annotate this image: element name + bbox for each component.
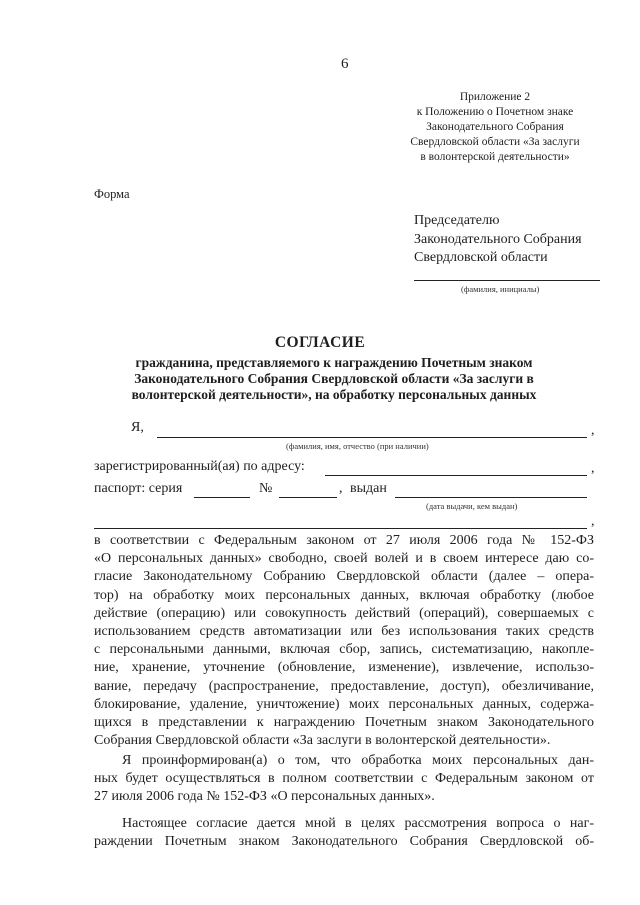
passport-number-label: №	[259, 481, 273, 496]
paragraph-line: Я проинформирован(а) о том, что обработка моих персональных дан-	[122, 753, 594, 768]
appendix-line: Приложение 2	[459, 91, 531, 103]
passport-series-field[interactable]	[194, 497, 250, 498]
document-subtitle	[118, 355, 550, 403]
appendix-line: Законодательного Собрания	[426, 121, 564, 133]
comma-mark: ,	[339, 481, 343, 496]
addressee-line: Свердловской области	[414, 250, 548, 265]
comma-mark: ,	[591, 423, 595, 438]
paragraph-line: вание, передачу (распространение, предоставление, доступ), обезличивание,	[94, 678, 594, 694]
issue-details-field[interactable]	[395, 497, 587, 498]
passport-series-label: паспорт: серия	[94, 481, 183, 496]
paragraph-line: 27 июля 2006 года № 152-ФЗ «О персональных данных».	[94, 789, 435, 805]
issue-details-caption: (дата выдачи, кем выдан)	[426, 501, 518, 511]
addressee-name-line[interactable]	[414, 280, 600, 281]
subtitle-line: Законодательного Собрания Свердловской области «За заслуги в	[134, 371, 534, 386]
addressee-line: Законодательного Собрания	[414, 231, 582, 247]
full-name-caption: (фамилия, имя, отчество (при наличии)	[286, 441, 429, 451]
subtitle-line: волонтерской деятельности», на обработку персональных данных	[131, 387, 537, 402]
paragraph-line: раждении Почетным знаком Законодательного Собрания Свердловской об-	[94, 834, 594, 850]
paragraph-line: Собрания Свердловской области «За заслуги в волонтерской деятельности».	[94, 733, 551, 749]
document-title: СОГЛАСИЕ	[274, 334, 366, 351]
issued-by-label: выдан	[350, 481, 387, 496]
addressee-caption: (фамилия, инициалы)	[461, 284, 540, 294]
comma-mark: ,	[591, 461, 595, 476]
addressee-line: Председателю	[414, 213, 500, 228]
address-field[interactable]	[325, 475, 587, 476]
paragraph-line: ние, хранение, уточнение (обновление, изменение), извлечение, использо-	[94, 660, 594, 676]
issue-details-continuation-field[interactable]	[94, 528, 587, 529]
information-paragraph	[94, 752, 594, 807]
paragraph-line: «О персональных данных» свободно, своей волей и в своем интересе даю со-	[94, 551, 594, 567]
paragraph-line: Настоящее согласие дается мной в целях рассмотрения вопроса о наг-	[122, 816, 594, 831]
subtitle-line: гражданина, представляемого к награждению Почетным знаком	[135, 355, 533, 370]
appendix-line: в волонтерской деятельности»	[420, 151, 570, 163]
registered-address-label: зарегистрированный(ая) по адресу:	[94, 459, 305, 474]
paragraph-line: в соответствии с Федеральным законом от 27 июля 2006 года № 152-ФЗ	[94, 533, 594, 548]
page-number: 6	[341, 56, 349, 72]
i-label: Я,	[131, 420, 144, 435]
paragraph-line: с персональными данными, включая сбор, запись, систематизацию, накопле-	[94, 642, 594, 658]
consent-paragraph	[94, 532, 594, 750]
paragraph-line: ных будет осуществляться в полном соответствии с Федеральным законом от	[94, 771, 594, 787]
addressee-block	[414, 212, 582, 268]
form-label: Форма	[94, 187, 130, 201]
appendix-header	[395, 90, 595, 165]
paragraph-line: щихся в представлении к награждению Почетным знаком Законодательного	[94, 715, 594, 731]
comma-mark: ,	[591, 514, 595, 529]
full-name-field[interactable]	[157, 437, 587, 438]
purpose-paragraph	[94, 815, 594, 851]
appendix-line: к Положению о Почетном знаке	[416, 106, 574, 118]
paragraph-line: тор) на обработку моих персональных данных, включая обработку (любое	[94, 587, 594, 603]
paragraph-line: действие (операцию) или совокупность действий (операций), совершаемых с	[94, 605, 594, 621]
passport-number-field[interactable]	[279, 497, 337, 498]
paragraph-line: гласие Законодательному Собранию Свердловской области (далее – опера-	[94, 569, 594, 585]
paragraph-line: использованием средств автоматизации или без использования таких средств	[94, 624, 594, 640]
appendix-line: Свердловской области «За заслуги	[410, 136, 580, 148]
paragraph-line: блокирование, удаление, уничтожение) моих персональных данных, содержа-	[94, 696, 594, 712]
